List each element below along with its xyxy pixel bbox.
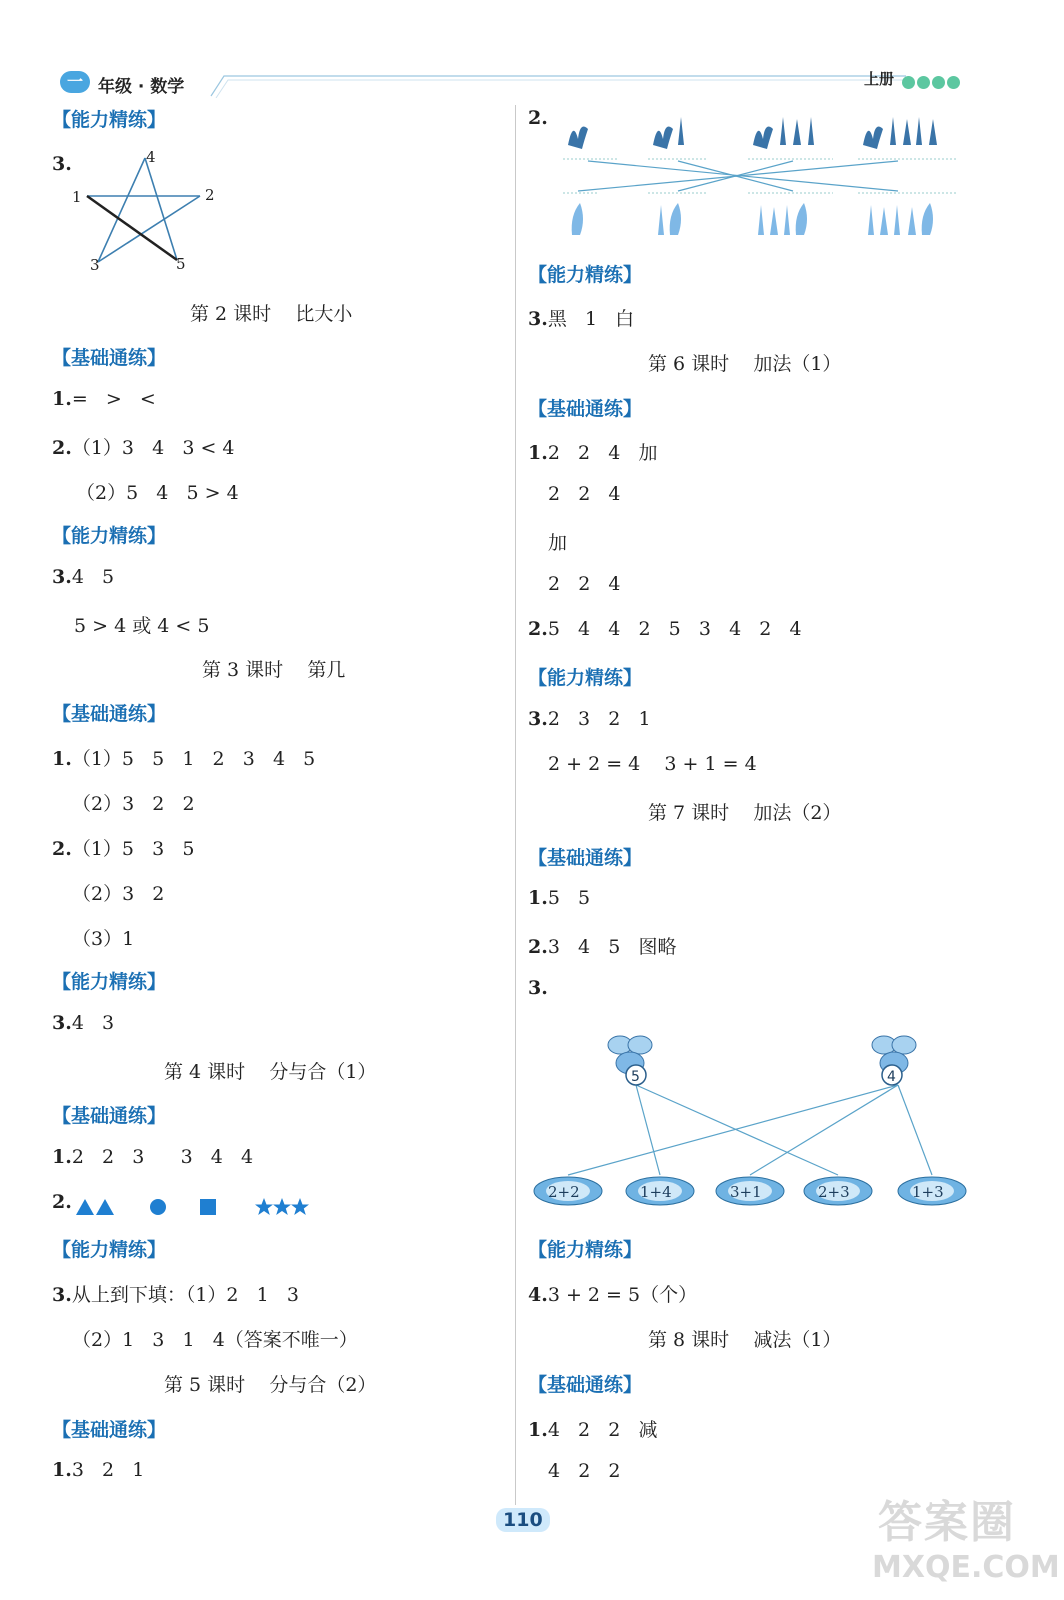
answer-line: 3.	[528, 977, 548, 999]
section-tag: 【基础通练】	[52, 703, 167, 725]
flower-label: 2+2	[548, 1183, 580, 1201]
bee-icon	[608, 1036, 652, 1085]
star-label: 5	[176, 255, 186, 273]
answer-line: 1.= > <	[52, 388, 156, 410]
answer-line: 1.2 2 4 加	[528, 442, 658, 464]
flower-label: 3+1	[730, 1183, 762, 1201]
answer-line: 1.（1）5 5 1 2 3 4 5	[52, 748, 316, 770]
section-tag: 【基础通练】	[528, 847, 643, 869]
answer-line: （3）1	[72, 928, 135, 950]
lesson-title: 第 7 课时 加法（2）	[648, 802, 842, 824]
section-tag: 【能力精练】	[528, 667, 643, 689]
answer-line: 2.3 4 5 图略	[528, 936, 677, 958]
column-divider	[515, 105, 516, 1505]
answer-line: 2.（1）3 4 3 < 4	[52, 437, 235, 459]
flower-label: 2+3	[818, 1183, 850, 1201]
answer-line: （2）3 2 2	[72, 793, 195, 815]
plant-icon-group	[568, 117, 937, 149]
answer-line: 2.（1）5 3 5	[52, 838, 195, 860]
flower-icon	[804, 1177, 872, 1205]
section-tag: 【能力精练】	[528, 1239, 643, 1261]
section-tag: 【能力精练】	[52, 971, 167, 993]
answer-line: 3.从上到下填：（1）2 1 3	[52, 1284, 299, 1306]
flower-icon	[534, 1177, 602, 1205]
star-label: 2	[205, 186, 215, 204]
bee-number: 4	[887, 1069, 896, 1085]
star-icon	[273, 1198, 291, 1215]
answer-line: 3.2 3 2 1	[528, 708, 651, 730]
page-number: 110	[496, 1508, 550, 1532]
answer-line: 2 2 4	[548, 573, 621, 595]
section-tag: 【基础通练】	[528, 398, 643, 420]
answer-line: （2）5 4 5 > 4	[76, 482, 239, 504]
header-volume: 上册	[864, 70, 895, 88]
star-label: 3	[90, 256, 100, 274]
watermark-logo: 答案圈	[878, 1497, 1016, 1548]
answer-line: （2）3 2	[72, 883, 165, 905]
flower-label: 1+3	[912, 1183, 944, 1201]
star-icon	[255, 1198, 273, 1215]
answer-line: 1.2 2 3 3 4 4	[52, 1146, 254, 1168]
circle-icon	[150, 1199, 166, 1215]
flower-label: 1+4	[640, 1183, 672, 1201]
star-icon	[291, 1198, 309, 1215]
triangle-icon	[76, 1199, 94, 1215]
star-label: 1	[72, 188, 82, 206]
grade-badge: 一	[60, 71, 90, 93]
flower-icon	[898, 1177, 966, 1205]
lesson-title: 第 5 课时 分与合（2）	[164, 1374, 377, 1396]
section-tag: 【能力精练】	[528, 264, 643, 286]
answer-line: 2 2 4	[548, 483, 621, 505]
answer-line: 1.5 5	[528, 887, 591, 909]
answer-line: 1.4 2 2 减	[528, 1419, 658, 1441]
answer-line: 2 + 2 = 4 3 + 1 = 4	[548, 753, 757, 775]
bee-icon	[872, 1036, 916, 1085]
header-title: 年级 · 数学	[98, 77, 185, 97]
star-label: 4	[146, 150, 156, 166]
answer-line: 3.	[52, 153, 72, 175]
flower-icon	[716, 1177, 784, 1205]
answer-line: 加	[548, 532, 568, 554]
shapes-answer	[74, 1195, 324, 1219]
answer-line: 3.黑 1 白	[528, 308, 635, 330]
answer-line: 2.	[52, 1191, 72, 1213]
section-tag: 【能力精练】	[52, 525, 167, 547]
section-tag: 【能力精练】	[52, 109, 167, 131]
flower-icon	[626, 1177, 694, 1205]
lesson-title: 第 4 课时 分与合（1）	[164, 1061, 377, 1083]
bee-flower-figure	[528, 1025, 978, 1215]
lesson-title: 第 3 课时 第几	[202, 659, 346, 681]
section-tag: 【基础通练】	[528, 1374, 643, 1396]
page-header	[56, 68, 976, 98]
answer-line: 2.	[528, 107, 548, 129]
watermark-site: MXQE.COM	[872, 1550, 1060, 1585]
lesson-title: 第 8 课时 减法（1）	[648, 1329, 842, 1351]
section-tag: 【基础通练】	[52, 1105, 167, 1127]
lesson-title: 第 2 课时 比大小	[190, 303, 353, 325]
square-icon	[200, 1199, 216, 1215]
section-tag: 【能力精练】	[52, 1239, 167, 1261]
answer-line: 3.4 5	[52, 566, 115, 588]
star-figure	[70, 150, 240, 275]
section-tag: 【基础通练】	[52, 1419, 167, 1441]
lesson-title: 第 6 课时 加法（1）	[648, 353, 842, 375]
plant-matching-figure	[558, 105, 968, 245]
answer-line: 5 > 4 或 4 < 5	[74, 615, 210, 637]
answer-line: 3.4 3	[52, 1012, 115, 1034]
answer-line: 2.5 4 4 2 5 3 4 2 4	[528, 618, 802, 640]
header-dots	[902, 74, 962, 93]
answer-line: （2）1 3 1 4（答案不唯一）	[72, 1329, 358, 1351]
header-rule	[206, 68, 926, 98]
section-tag: 【基础通练】	[52, 347, 167, 369]
answer-line: 4 2 2	[548, 1460, 621, 1482]
bee-number: 5	[631, 1069, 640, 1085]
answer-line: 4.3 + 2 = 5（个）	[528, 1284, 698, 1306]
answer-line: 1.3 2 1	[52, 1459, 145, 1481]
triangle-icon	[96, 1199, 114, 1215]
